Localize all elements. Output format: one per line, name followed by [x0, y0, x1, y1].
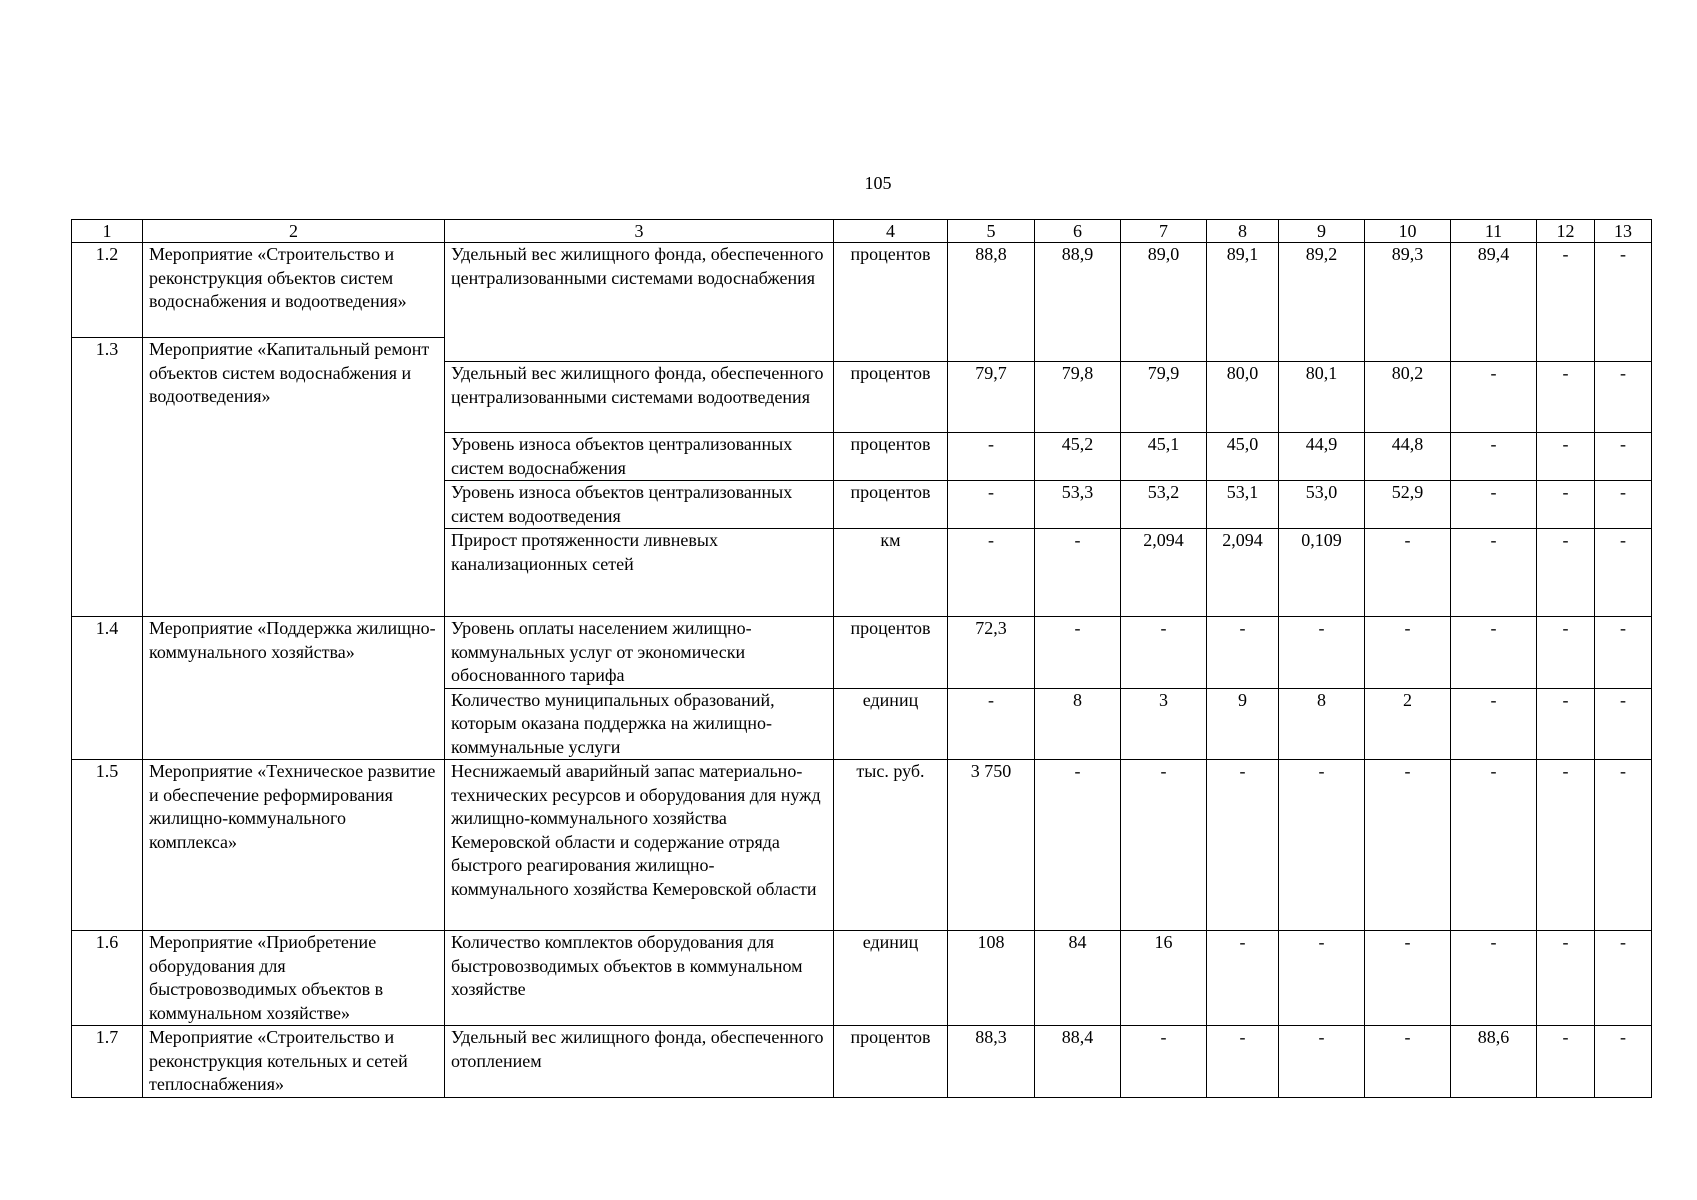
event-name: Мероприятие «Капитальный ремонт объектов систем водоснабжения и водоотведения»	[143, 338, 445, 617]
event-name: Мероприятие «Строительство и реконструкция котельных и сетей теплоснабжения»	[143, 1026, 445, 1098]
value-cell: 44,9	[1279, 433, 1365, 481]
value-cell: 88,4	[1035, 1026, 1121, 1098]
value-cell: 79,7	[948, 362, 1035, 433]
unit: процентов	[834, 1026, 948, 1098]
value-cell: -	[1121, 617, 1207, 689]
value-cell: -	[1207, 931, 1279, 1026]
value-cell: -	[948, 433, 1035, 481]
column-number: 2	[143, 220, 445, 243]
value-cell: -	[1537, 481, 1595, 529]
value-cell: -	[1537, 1026, 1595, 1098]
indicator-name: Удельный вес жилищного фонда, обеспеченного отоплением	[445, 1026, 834, 1098]
indicator-name: Удельный вес жилищного фонда, обеспеченного централизованными системами водоснабжения	[445, 243, 834, 362]
column-number: 5	[948, 220, 1035, 243]
value-cell: 3 750	[948, 760, 1035, 931]
value-cell: -	[1207, 617, 1279, 689]
value-cell: -	[1595, 617, 1652, 689]
value-cell: -	[1279, 760, 1365, 931]
value-cell: -	[1595, 481, 1652, 529]
value-cell: 2,094	[1207, 529, 1279, 617]
value-cell: 80,1	[1279, 362, 1365, 433]
value-cell: -	[1451, 481, 1537, 529]
value-cell: -	[1595, 243, 1652, 362]
table-row	[72, 1026, 1652, 1098]
value-cell: -	[1279, 617, 1365, 689]
value-cell: -	[1537, 931, 1595, 1026]
value-cell: -	[1451, 931, 1537, 1026]
value-cell: 8	[1279, 688, 1365, 760]
value-cell: 2	[1365, 688, 1451, 760]
row-number: 1.3	[72, 338, 143, 617]
value-cell: -	[1121, 760, 1207, 931]
indicator-name: Неснижаемый аварийный запас материально-технических ресурсов и оборудования для нужд жилищно-коммунального хозяйства Кемеровской области и содержание отряда быстрого реагирования жилищно-коммунального хозяйства Кемеровской области	[445, 760, 834, 931]
value-cell: 53,1	[1207, 481, 1279, 529]
value-cell: 9	[1207, 688, 1279, 760]
indicator-name: Уровень износа объектов централизованных систем водоотведения	[445, 481, 834, 529]
indicator-name: Прирост протяженности ливневых канализационных сетей	[445, 529, 834, 617]
value-cell: 89,3	[1365, 243, 1451, 362]
value-cell: 84	[1035, 931, 1121, 1026]
value-cell: 52,9	[1365, 481, 1451, 529]
value-cell: 16	[1121, 931, 1207, 1026]
value-cell: 53,2	[1121, 481, 1207, 529]
value-cell: 89,2	[1279, 243, 1365, 362]
column-number: 7	[1121, 220, 1207, 243]
value-cell: -	[1365, 760, 1451, 931]
value-cell: -	[1595, 688, 1652, 760]
column-number: 12	[1537, 220, 1595, 243]
column-number: 9	[1279, 220, 1365, 243]
column-numbers-row	[72, 220, 1652, 243]
indicator-name: Количество комплектов оборудования для быстровозводимых объектов в коммунальном хозяйстве	[445, 931, 834, 1026]
value-cell: 89,1	[1207, 243, 1279, 362]
value-cell: 89,4	[1451, 243, 1537, 362]
value-cell: -	[1451, 688, 1537, 760]
value-cell: 108	[948, 931, 1035, 1026]
value-cell: -	[1537, 433, 1595, 481]
value-cell: -	[1365, 617, 1451, 689]
table-row	[72, 243, 1652, 338]
unit: процентов	[834, 243, 948, 362]
row-number: 1.4	[72, 617, 143, 760]
value-cell: -	[1537, 529, 1595, 617]
indicators-table	[71, 219, 1652, 1098]
column-number: 11	[1451, 220, 1537, 243]
value-cell: 72,3	[948, 617, 1035, 689]
value-cell: -	[1279, 1026, 1365, 1098]
value-cell: -	[1595, 1026, 1652, 1098]
row-number: 1.6	[72, 931, 143, 1026]
event-name: Мероприятие «Приобретение оборудования для быстровозводимых объектов в коммунальном хозяйстве»	[143, 931, 445, 1026]
value-cell: 89,0	[1121, 243, 1207, 362]
value-cell: -	[1537, 617, 1595, 689]
value-cell: -	[1537, 688, 1595, 760]
value-cell: -	[1207, 1026, 1279, 1098]
value-cell: -	[1365, 529, 1451, 617]
value-cell: -	[1279, 931, 1365, 1026]
event-name: Мероприятие «Поддержка жилищно-коммунального хозяйства»	[143, 617, 445, 760]
value-cell: -	[948, 481, 1035, 529]
unit: процентов	[834, 362, 948, 433]
value-cell: -	[1365, 1026, 1451, 1098]
event-name: Мероприятие «Техническое развитие и обеспечение реформирования жилищно-коммунального комплекса»	[143, 760, 445, 931]
value-cell: -	[1365, 931, 1451, 1026]
value-cell: 3	[1121, 688, 1207, 760]
value-cell: 53,0	[1279, 481, 1365, 529]
column-number: 8	[1207, 220, 1279, 243]
value-cell: 45,0	[1207, 433, 1279, 481]
indicator-name: Уровень оплаты населением жилищно-коммунальных услуг от экономически обоснованного тарифа	[445, 617, 834, 689]
value-cell: 0,109	[1279, 529, 1365, 617]
unit: единиц	[834, 931, 948, 1026]
unit: единиц	[834, 688, 948, 760]
value-cell: -	[948, 688, 1035, 760]
value-cell: -	[1595, 760, 1652, 931]
value-cell: 8	[1035, 688, 1121, 760]
value-cell: 79,8	[1035, 362, 1121, 433]
value-cell: -	[1595, 362, 1652, 433]
row-number: 1.5	[72, 760, 143, 931]
table-row	[72, 617, 1652, 689]
table-row	[72, 931, 1652, 1026]
table-row	[72, 760, 1652, 931]
page-number: 105	[864, 173, 892, 193]
value-cell: 45,1	[1121, 433, 1207, 481]
indicator-name: Удельный вес жилищного фонда, обеспеченного централизованными системами водоотведения	[445, 362, 834, 433]
column-number: 4	[834, 220, 948, 243]
value-cell: 80,2	[1365, 362, 1451, 433]
value-cell: -	[1035, 760, 1121, 931]
value-cell: -	[1035, 529, 1121, 617]
value-cell: 44,8	[1365, 433, 1451, 481]
column-number: 3	[445, 220, 834, 243]
value-cell: -	[1451, 617, 1537, 689]
value-cell: -	[1451, 529, 1537, 617]
unit: км	[834, 529, 948, 617]
value-cell: -	[1537, 362, 1595, 433]
value-cell: 88,6	[1451, 1026, 1537, 1098]
value-cell: -	[948, 529, 1035, 617]
column-number: 10	[1365, 220, 1451, 243]
value-cell: -	[1537, 760, 1595, 931]
value-cell: -	[1451, 433, 1537, 481]
unit: тыс. руб.	[834, 760, 948, 931]
column-number: 1	[72, 220, 143, 243]
value-cell: -	[1121, 1026, 1207, 1098]
column-number: 6	[1035, 220, 1121, 243]
value-cell: -	[1595, 529, 1652, 617]
row-number: 1.7	[72, 1026, 143, 1098]
value-cell: -	[1595, 433, 1652, 481]
value-cell: 88,9	[1035, 243, 1121, 362]
value-cell: -	[1207, 760, 1279, 931]
value-cell: 45,2	[1035, 433, 1121, 481]
value-cell: 88,8	[948, 243, 1035, 362]
value-cell: -	[1537, 243, 1595, 362]
value-cell: -	[1451, 760, 1537, 931]
event-name: Мероприятие «Строительство и реконструкция объектов систем водоснабжения и водоотведения»	[143, 243, 445, 338]
value-cell: -	[1035, 617, 1121, 689]
value-cell: 53,3	[1035, 481, 1121, 529]
value-cell: 79,9	[1121, 362, 1207, 433]
row-number: 1.2	[72, 243, 143, 338]
value-cell: -	[1451, 362, 1537, 433]
value-cell: 88,3	[948, 1026, 1035, 1098]
value-cell: -	[1595, 931, 1652, 1026]
indicator-name: Уровень износа объектов централизованных систем водоснабжения	[445, 433, 834, 481]
value-cell: 2,094	[1121, 529, 1207, 617]
column-number: 13	[1595, 220, 1652, 243]
unit: процентов	[834, 433, 948, 481]
unit: процентов	[834, 481, 948, 529]
value-cell: 80,0	[1207, 362, 1279, 433]
indicator-name: Количество муниципальных образований, которым оказана поддержка на жилищно-коммунальные услуги	[445, 688, 834, 760]
unit: процентов	[834, 617, 948, 689]
